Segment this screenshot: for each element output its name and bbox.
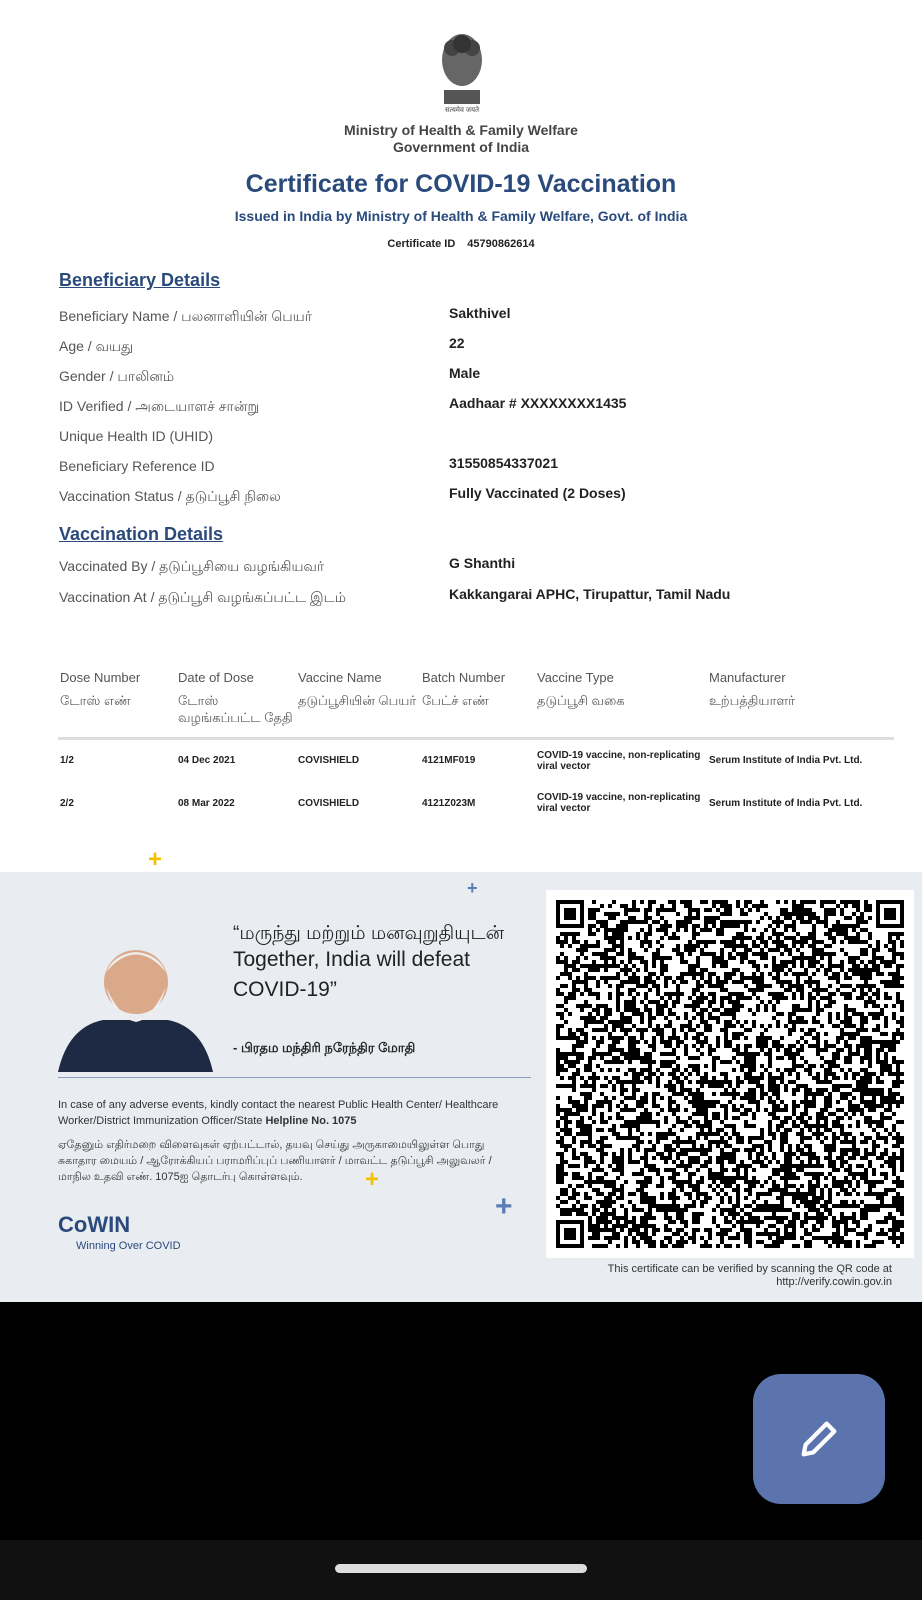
cowin-logo: CoWIN bbox=[58, 1212, 131, 1237]
detail-value: 31550854337021 bbox=[449, 455, 559, 471]
column-header: Batch Number பேட்ச் எண் bbox=[420, 668, 535, 739]
certificate-title: Certificate for COVID-19 Vaccination bbox=[245, 170, 677, 198]
certificate-id: Certificate ID 45790862614 bbox=[387, 238, 535, 250]
table-cell: 04 Dec 2021 bbox=[178, 755, 236, 767]
table-row bbox=[58, 739, 894, 782]
detail-label: Vaccination Status / தடுப்பூசி நிலை bbox=[59, 488, 281, 504]
quote: “மருந்து மற்றும் மனவுறுதியுடன் Together, India will defeat COVID-19” bbox=[233, 923, 505, 1001]
plus-decoration-icon: + bbox=[148, 846, 163, 873]
detail-value: Aadhaar # XXXXXXXX1435 bbox=[449, 395, 627, 411]
column-header: Vaccine Type தடுப்பூசி வகை bbox=[535, 668, 707, 739]
cowin-tagline: Winning Over COVID bbox=[76, 1240, 181, 1252]
column-header: Vaccine Name தடுப்பூசியின் பெயர் bbox=[296, 668, 420, 739]
table-cell: 4121MF019 bbox=[422, 755, 476, 767]
detail-row bbox=[59, 428, 859, 444]
quote-attribution: - பிரதம மந்திரி நரேந்திர மோதி bbox=[233, 1040, 416, 1055]
detail-value: Fully Vaccinated (2 Doses) bbox=[449, 485, 626, 501]
detail-value: Kakkangarai APHC, Tirupattur, Tamil Nadu bbox=[449, 586, 731, 602]
svg-text:सत्यमेव जयते: सत्यमेव जयते bbox=[444, 107, 480, 114]
certificate-subtitle: Issued in India by Ministry of Health & Family Welfare, Govt. of India bbox=[234, 208, 688, 224]
table-cell: 2/2 bbox=[60, 797, 74, 809]
column-header: Dose Number டோஸ் எண் bbox=[58, 668, 176, 739]
detail-row bbox=[59, 555, 859, 577]
detail-label: Vaccination At / தடுப்பூசி வழங்கப்பட்ட இடம் bbox=[59, 589, 346, 605]
table-cell: COVID-19 vaccine, non-replicating viral vector bbox=[537, 792, 701, 814]
plus-decoration-icon: + bbox=[495, 1190, 513, 1223]
table-cell: COVID-19 vaccine, non-replicating viral vector bbox=[537, 749, 701, 772]
edit-button[interactable] bbox=[753, 1374, 885, 1504]
detail-label: Gender / பாலினம் bbox=[59, 368, 175, 384]
detail-row bbox=[59, 305, 859, 327]
pm-portrait bbox=[58, 932, 213, 1072]
detail-label: Beneficiary Name / பலனாளியின் பெயர் bbox=[59, 308, 313, 324]
detail-row bbox=[59, 485, 859, 507]
vaccination-details-heading: Vaccination Details bbox=[59, 524, 224, 544]
verify-text: This certificate can be verified by scanning the QR code at http://verify.cowin.gov.in bbox=[607, 1263, 892, 1288]
detail-row bbox=[59, 395, 859, 417]
verification-qr-code bbox=[546, 890, 914, 1258]
detail-label: Beneficiary Reference ID bbox=[59, 458, 215, 474]
detail-value: 22 bbox=[449, 335, 465, 351]
detail-value: Male bbox=[449, 365, 481, 381]
detail-row bbox=[59, 365, 859, 387]
pencil-icon bbox=[796, 1416, 842, 1462]
table-cell: 4121Z023M bbox=[422, 797, 476, 809]
beneficiary-details-heading: Beneficiary Details bbox=[59, 270, 221, 290]
detail-value: G Shanthi bbox=[449, 555, 516, 571]
plus-decoration-icon: + bbox=[365, 1166, 380, 1193]
detail-label: Vaccinated By / தடுப்பூசியை வழங்கியவர் bbox=[59, 558, 325, 574]
table-cell: COVISHIELD bbox=[298, 755, 360, 767]
dose-table bbox=[58, 668, 894, 825]
divider bbox=[58, 1077, 531, 1078]
column-header: Manufacturer உற்பத்தியாளர் bbox=[707, 668, 894, 739]
detail-value: Sakthivel bbox=[449, 305, 511, 321]
national-emblem-icon bbox=[436, 30, 488, 114]
ministry-name: Ministry of Health & Family Welfare Government of India bbox=[344, 122, 578, 155]
table-cell: Serum Institute of India Pvt. Ltd. bbox=[709, 755, 863, 767]
detail-row bbox=[59, 455, 859, 474]
table-cell: 08 Mar 2022 bbox=[178, 797, 235, 809]
detail-row bbox=[59, 586, 859, 608]
detail-label: Unique Health ID (UHID) bbox=[59, 428, 214, 444]
detail-row bbox=[59, 335, 859, 357]
promo-banner bbox=[0, 846, 922, 1302]
home-gesture-handle[interactable] bbox=[335, 1564, 587, 1573]
adverse-event-advice: In case of any adverse events, kindly contact the nearest Public Health Center/ Healthcare Worker/District Immunization Officer/State Helpline No. 1075 ஏதேனும் எதிர்மறை விளைவுகள் ஏற்பட்டால், தயவு செய்து அருகாமையிலுள்ள பொது சுகாதார மையம் / ஆரோக்கியப் பராமரிப்புப் பணியாளர் / மாவட்ட தடுப்பூசி அலுவலர் / மாநில உதவி எண். 1075ஐ தொடர்பு கொள்ளவும். bbox=[58, 1099, 499, 1183]
table-cell: Serum Institute of India Pvt. Ltd. bbox=[709, 797, 863, 809]
table-cell: COVISHIELD bbox=[298, 797, 360, 809]
table-row bbox=[58, 782, 894, 825]
table-cell: 1/2 bbox=[60, 755, 74, 767]
plus-decoration-icon: + bbox=[467, 878, 478, 898]
column-header: Date of Dose டோஸ் வழங்கப்பட்ட தேதி bbox=[176, 668, 296, 739]
detail-label: ID Verified / அடையாளச் சான்று bbox=[59, 398, 260, 414]
detail-label: Age / வயது bbox=[59, 338, 134, 354]
